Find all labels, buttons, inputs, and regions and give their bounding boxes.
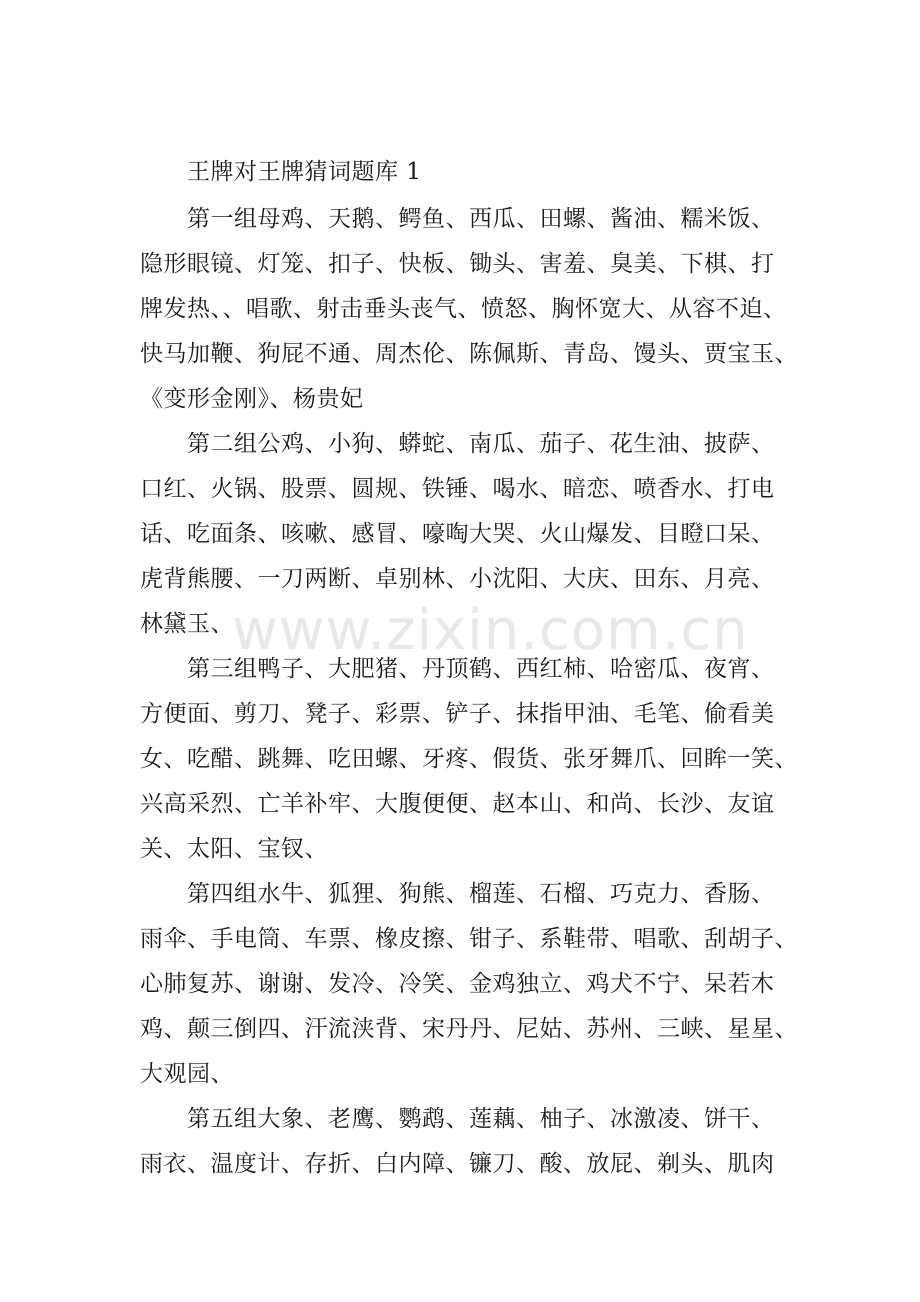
- paragraph-line: 虎背熊腰、一刀两断、卓别林、小沈阳、大庆、田东、月亮、: [140, 566, 775, 592]
- paragraph-line: 第二组公鸡、小狗、蟒蛇、南瓜、茄子、花生油、披萨、: [187, 431, 775, 457]
- paragraph-line: 第四组水牛、狐狸、狗熊、榴莲、石榴、巧克力、香肠、: [187, 881, 775, 907]
- paragraph-line: 第三组鸭子、大肥猪、丹顶鹤、西红柿、哈密瓜、夜宵、: [187, 656, 775, 682]
- paragraph-line: 牌发热、、唱歌、射击垂头丧气、愤怒、胸怀宽大、从容不迫、: [140, 296, 787, 322]
- watermark: www.zixin.com.cn: [232, 598, 749, 663]
- paragraph-line: 鸡、颠三倒四、汗流浃背、宋丹丹、尼姑、苏州、三峡、星星、: [140, 1016, 798, 1042]
- paragraph-line: 话、吃面条、咳嗽、感冒、嚎啕大哭、火山爆发、目瞪口呆、: [140, 521, 775, 547]
- paragraph-line: 大观园、: [140, 1061, 234, 1087]
- paragraph-line: 关、太阳、宝钗、: [140, 836, 328, 862]
- paragraph-line: 口红、火锅、股票、圆规、铁锤、喝水、暗恋、喷香水、打电: [140, 476, 775, 502]
- paragraph-line: 第一组母鸡、天鹅、鳄鱼、西瓜、田螺、酱油、糯米饭、: [187, 206, 775, 232]
- paragraph-line: 兴高采烈、亡羊补牢、大腹便便、赵本山、和尚、长沙、友谊: [140, 791, 775, 817]
- document-title: 王牌对王牌猜词题库 1: [187, 159, 422, 185]
- paragraph-line: 第五组大象、老鹰、鹦鹉、莲藕、柚子、冰激凌、饼干、: [187, 1106, 775, 1132]
- paragraph-line: 快马加鞭、狗屁不通、周杰伦、陈佩斯、青岛、馒头、贾宝玉、: [140, 341, 798, 367]
- paragraph-line: 《变形金刚》、杨贵妃: [140, 386, 364, 412]
- paragraph-line: 隐形眼镜、灯笼、扣子、快板、锄头、害羞、臭美、下棋、打: [140, 251, 775, 277]
- paragraph-line: 雨伞、手电筒、车票、橡皮擦、钳子、系鞋带、唱歌、刮胡子、: [140, 926, 798, 952]
- paragraph-line: 方便面、剪刀、凳子、彩票、铲子、抹指甲油、毛笔、偷看美: [140, 701, 775, 727]
- paragraph-line: 雨衣、温度计、存折、白内障、镰刀、酸、放屁、剃头、肌肉: [140, 1151, 775, 1177]
- paragraph-line: 林黛玉、: [140, 611, 234, 637]
- paragraph-line: 心肺复苏、谢谢、发冷、冷笑、金鸡独立、鸡犬不宁、呆若木: [140, 971, 775, 997]
- paragraph-line: 女、吃醋、跳舞、吃田螺、牙疼、假货、张牙舞爪、回眸一笑、: [140, 746, 798, 772]
